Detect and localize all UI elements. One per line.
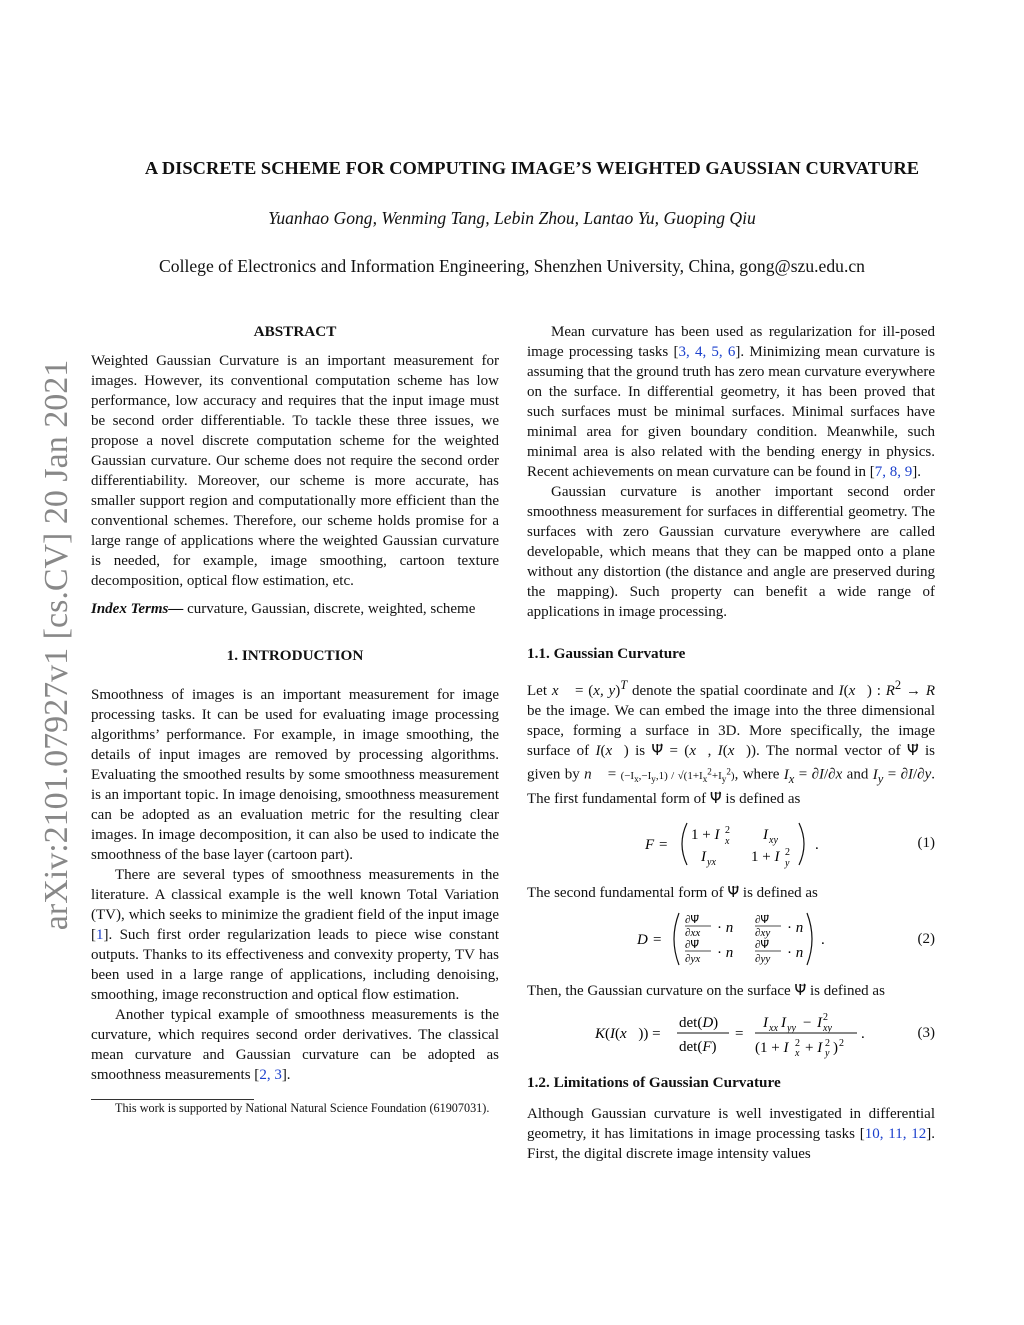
svg-text:∂Ψ⃗: ∂Ψ⃗ bbox=[755, 913, 770, 926]
svg-text:· n⃗: · n⃗ bbox=[717, 944, 745, 961]
arxiv-stamp bbox=[27, 345, 83, 945]
svg-text:det(D): det(D) bbox=[679, 1014, 719, 1031]
svg-text:∂yy: ∂yy bbox=[755, 952, 771, 965]
citation-link[interactable]: 2, 3 bbox=[259, 1067, 282, 1083]
svg-text:y: y bbox=[825, 1047, 830, 1059]
s11-paragraph: Let x⃗ = (x, y)$^T$ denote the spatial coordinate and I(x⃗) : $R^2 \to R$ be the image. We can embed the image into the three dimensional space, forming a surface in 3D. More specifically, the image surface of I(x⃗) is Ψ⃗ = (x⃗, I(x⃗)). The normal vector of Ψ⃗ is given by n⃗ = $(-I_x,-I_y,1) / √(1+I_x^2+I_y^2)$, where $I_x = \partial I/\partial x$ and $I_y = \partial I/\partial y$. The first fundamental form of Ψ⃗ is defined as bbox=[527, 678, 936, 807]
p3-text-a: Another typical example of smoothness measurements is the curvature, which requires second order derivatives. The classical mean curvature and Gaussian curvature can be adopted as smoothness measurements [ bbox=[91, 1007, 499, 1083]
svg-text:−: − bbox=[803, 1014, 812, 1031]
equation-number: (3) bbox=[917, 1024, 935, 1041]
s12-text-a: Although Gaussian curvature is well investigated in differential geometry, it has limitations in image processing tasks [ bbox=[527, 1105, 935, 1142]
equation-3 bbox=[527, 1007, 935, 1059]
svg-text:I: I bbox=[763, 826, 768, 843]
s12-paragraph bbox=[527, 1104, 935, 1164]
abstract-heading: ABSTRACT bbox=[253, 323, 337, 340]
p2-text-b: ]. Such first order regularization leads to piece wise constant outputs. Thanks to its effectiveness and convexity property, TV has been used in a large range of applications, including denoising, smoothing, image reconstruction and optical flow estimation. bbox=[91, 927, 499, 1003]
svg-text:2: 2 bbox=[785, 846, 790, 858]
index-terms-list: curvature, Gaussian, discrete, weighted, scheme bbox=[183, 601, 476, 617]
intro-heading: 1. INTRODUCTION bbox=[226, 647, 364, 664]
svg-text:yx: yx bbox=[707, 856, 716, 868]
citation-link[interactable]: 10, 11, 12 bbox=[864, 1125, 927, 1142]
second-form-text: The second fundamental form of Ψ⃗ is defined as bbox=[527, 884, 818, 901]
intro-paragraph-3 bbox=[91, 1005, 499, 1085]
index-terms-label: Index Terms— bbox=[91, 601, 184, 617]
svg-text:∂Ψ⃗: ∂Ψ⃗ bbox=[685, 938, 700, 951]
svg-text:xx: xx bbox=[769, 1022, 778, 1034]
svg-text:2: 2 bbox=[825, 1037, 830, 1049]
svg-text:I: I bbox=[701, 848, 706, 865]
author-list: Yuanhao Gong, Wenming Tang, Lebin Zhou, Lantao Yu, Guoping Qiu bbox=[268, 208, 756, 228]
section-1-2-heading: 1.2. Limitations of Gaussian Curvature bbox=[527, 1073, 781, 1091]
svg-text:1 + I: 1 + I bbox=[691, 826, 720, 843]
intro-paragraph-1: Smoothness of images is an important measurement for image processing tasks. It can be used for evaluating image processing algorithms’ performance. For example, in image smoothing, the details of input images are removed by processing algorithms. Evaluating the smoothed results by some smoothness measurement is an important topic. In image denoising, smoothness measurement can be adopted as an evaluation metric for the resulting clear images. In image decomposition, it can also be used to indicate the smoothness of the base layer (cartoon part). bbox=[91, 687, 499, 863]
svg-text:x: x bbox=[725, 835, 730, 847]
svg-text:2: 2 bbox=[823, 1011, 828, 1023]
svg-text:I: I bbox=[763, 1014, 768, 1031]
right-column bbox=[527, 322, 935, 1164]
svg-text:· n⃗: · n⃗ bbox=[787, 944, 815, 961]
svg-text:=: = bbox=[653, 931, 662, 948]
svg-text:.: . bbox=[821, 931, 825, 948]
svg-text:det(F): det(F) bbox=[679, 1038, 717, 1055]
svg-text:.: . bbox=[861, 1025, 865, 1042]
svg-text:xy: xy bbox=[769, 834, 778, 846]
intro-paragraph-5: Gaussian curvature is another important second order smoothness measurement for surfaces in differential geometry. The surfaces with zero Gaussian curvature everywhere are called developable, which means that they can be mapped onto a plane without any distortion (the distance and angle are preserved during the mapping). Such property can benefit a wide range of applications in image processing. bbox=[527, 484, 935, 620]
citation-link[interactable]: 3, 4, 5, 6 bbox=[678, 344, 736, 360]
abstract-text: Weighted Gaussian Curvature is an important measurement for images. However, its conventional computation scheme has low performance, low accuracy and requires that the input image must be second order differentiable. To tackle these three issues, we propose a novel discrete computation scheme for the weighted Gaussian curvature. Our scheme does not require the second order differentiability. Moreover, our scheme is more accurate, has smaller support region and computationally more efficient than the conventional schemes. Therefore, our scheme holds promise for a large range of applications where the weighted Gaussian curvature is needed, for example, image smoothing, cartoon texture decomposition, optical flow estimation, etc. bbox=[91, 353, 499, 589]
s12-text-b: ]. First, the digital discrete image intensity values bbox=[527, 1125, 935, 1162]
svg-text:∂xy: ∂xy bbox=[755, 926, 771, 939]
affiliation: College of Electronics and Information Engineering, Shenzhen University, China, gong@szu.edu.cn bbox=[159, 256, 865, 276]
equation-1 bbox=[527, 815, 935, 873]
then-text: Then, the Gaussian curvature on the surface Ψ⃗ is defined as bbox=[527, 982, 885, 999]
svg-text:I: I bbox=[781, 1014, 786, 1031]
svg-text:(1 + I: (1 + I bbox=[755, 1039, 789, 1056]
svg-text:yy: yy bbox=[787, 1022, 796, 1034]
svg-text:I: I bbox=[817, 1014, 822, 1031]
equation-number: (2) bbox=[917, 930, 935, 947]
svg-text:· n⃗: · n⃗ bbox=[787, 919, 815, 936]
svg-text:=: = bbox=[659, 836, 668, 853]
equation-2 bbox=[527, 909, 935, 969]
svg-text:2: 2 bbox=[795, 1037, 800, 1049]
svg-text:xy: xy bbox=[823, 1022, 832, 1034]
svg-text:2: 2 bbox=[725, 824, 730, 836]
svg-text:y: y bbox=[785, 857, 790, 869]
svg-text:∂Ψ⃗: ∂Ψ⃗ bbox=[685, 913, 700, 926]
svg-text:D: D bbox=[637, 931, 648, 948]
svg-text:K(I(x⃗)) =: K(I(x⃗)) = bbox=[595, 1025, 661, 1042]
section-1-1-heading: 1.1. Gaussian Curvature bbox=[527, 645, 686, 662]
svg-text:· n⃗: · n⃗ bbox=[717, 919, 745, 936]
arxiv-id-text: arXiv:2101.07927v1 [cs.CV] 20 Jan 2021 bbox=[38, 359, 75, 931]
svg-text:∂xx: ∂xx bbox=[685, 926, 701, 939]
svg-text:.: . bbox=[815, 836, 819, 853]
index-terms bbox=[91, 599, 499, 619]
paper-title: A DISCRETE SCHEME FOR COMPUTING IMAGE’S WEIGHTED GAUSSIAN CURVATURE bbox=[144, 158, 920, 178]
svg-text:2: 2 bbox=[839, 1037, 844, 1049]
svg-text:): ) bbox=[833, 1039, 838, 1056]
svg-text:+ I: + I bbox=[805, 1039, 823, 1056]
citation-link[interactable]: 1 bbox=[96, 927, 104, 943]
svg-text:=: = bbox=[735, 1025, 744, 1042]
p4-text-a: Mean curvature has been used as regularization for ill-posed image processing tasks [ bbox=[527, 324, 935, 360]
svg-text:F: F bbox=[645, 836, 655, 853]
svg-text:1 + I: 1 + I bbox=[751, 848, 780, 865]
intro-paragraph-4 bbox=[527, 322, 935, 482]
left-column bbox=[91, 322, 499, 1117]
intro-paragraph-2 bbox=[91, 865, 499, 1005]
p4-text-c: ]. bbox=[912, 464, 922, 480]
p3-text-b: ]. bbox=[281, 1067, 291, 1083]
citation-link[interactable]: 7, 8, 9 bbox=[874, 464, 913, 480]
equation-number: (1) bbox=[917, 834, 935, 851]
p4-text-b: ]. Minimizing mean curvature is assuming that the ground truth has zero mean curvature everywhere on the surface. In differential geometry, it has been proved that such surfaces must be minimal surfaces. Minimal surfaces have minimal area for given boundary condition. Meanwhile, such minimal area is also related with the bending energy in physics. Recent achievements on mean curvature can be found in [ bbox=[527, 344, 935, 480]
footnote: This work is supported by National Natural Science Foundation (61907031). bbox=[115, 1101, 490, 1115]
svg-text:∂Ψ⃗: ∂Ψ⃗ bbox=[755, 938, 770, 951]
p2-text-a: There are several types of smoothness measurements in the literature. A classical example is the well known Total Variation (TV), which seeks to minimize the gradient field of the input image [ bbox=[91, 867, 499, 943]
svg-text:∂yx: ∂yx bbox=[685, 952, 701, 965]
svg-text:x: x bbox=[795, 1047, 800, 1059]
